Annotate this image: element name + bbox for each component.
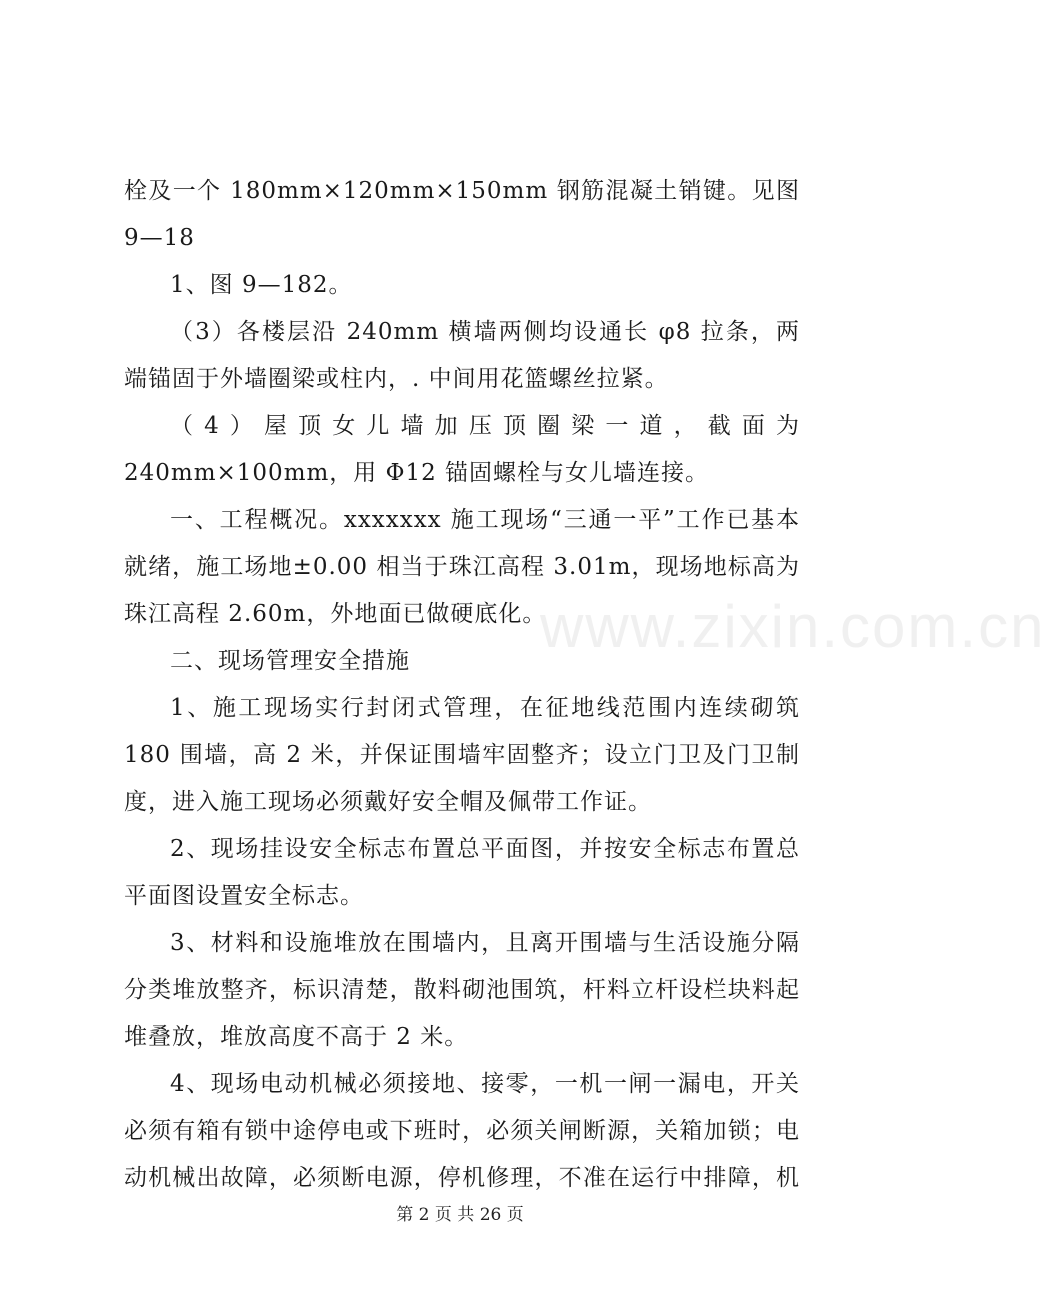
paragraph-safety-1: 1、施工现场实行封闭式管理，在征地线范围内连续砌筑 180 围墙，高 2 米，并保证围墙牢固整齐；设立门卫及门卫制度，进入施工现场必须戴好安全帽及佩带工作证。 [124,695,800,815]
paragraph-project-overview: 一、工程概况。xxxxxxx 施工现场“三通一平”工作已基本就绪，施工场地±0.00 相当于珠江高程 3.01m，现场地标高为珠江高程 2.60m，外地面已做硬底化。 [124,507,800,627]
document-body [124,168,800,1202]
paragraph-safety-4: 4、现场电动机械必须接地、接零，一机一闸一漏电，开关必须有箱有锁中途停电或下班时，必须关闸断源，关箱加锁；电动机械出故障，必须断电源，停机修理，不准在运行中排障，机 [124,1071,800,1191]
page-number-footer: 第 2 页 共 26 页 [396,1205,524,1225]
paragraph-safety-3: 3、材料和设施堆放在围墙内，且离开围墙与生活设施分隔分类堆放整齐，标识清楚，散料砌池围筑，杆料立杆设栏块料起堆叠放，堆放高度不高于 2 米。 [124,930,800,1050]
section-heading-safety: 二、现场管理安全措施 [170,648,410,674]
paragraph-safety-2: 2、现场挂设安全标志布置总平面图，并按安全标志布置总平面图设置安全标志。 [124,836,800,909]
paragraph-continuation: 栓及一个 180mm×120mm×150mm 钢筋混凝土销键。见图 9—18 [124,178,800,251]
watermark-logo: www.zixin.com.cn [540,593,1045,660]
paragraph-item-4: （4）屋顶女儿墙加压顶圈梁一道，截面为 240mm×100mm，用 Φ12 锚固螺栓与女儿墙连接。 [124,413,800,486]
paragraph-item-3: （3）各楼层沿 240mm 横墙两侧均设通长 φ8 拉条，两端锚固于外墙圈梁或柱内，. 中间用花篮螺丝拉紧。 [124,319,800,392]
paragraph-figure-ref: 1、图 9—182。 [170,272,353,298]
